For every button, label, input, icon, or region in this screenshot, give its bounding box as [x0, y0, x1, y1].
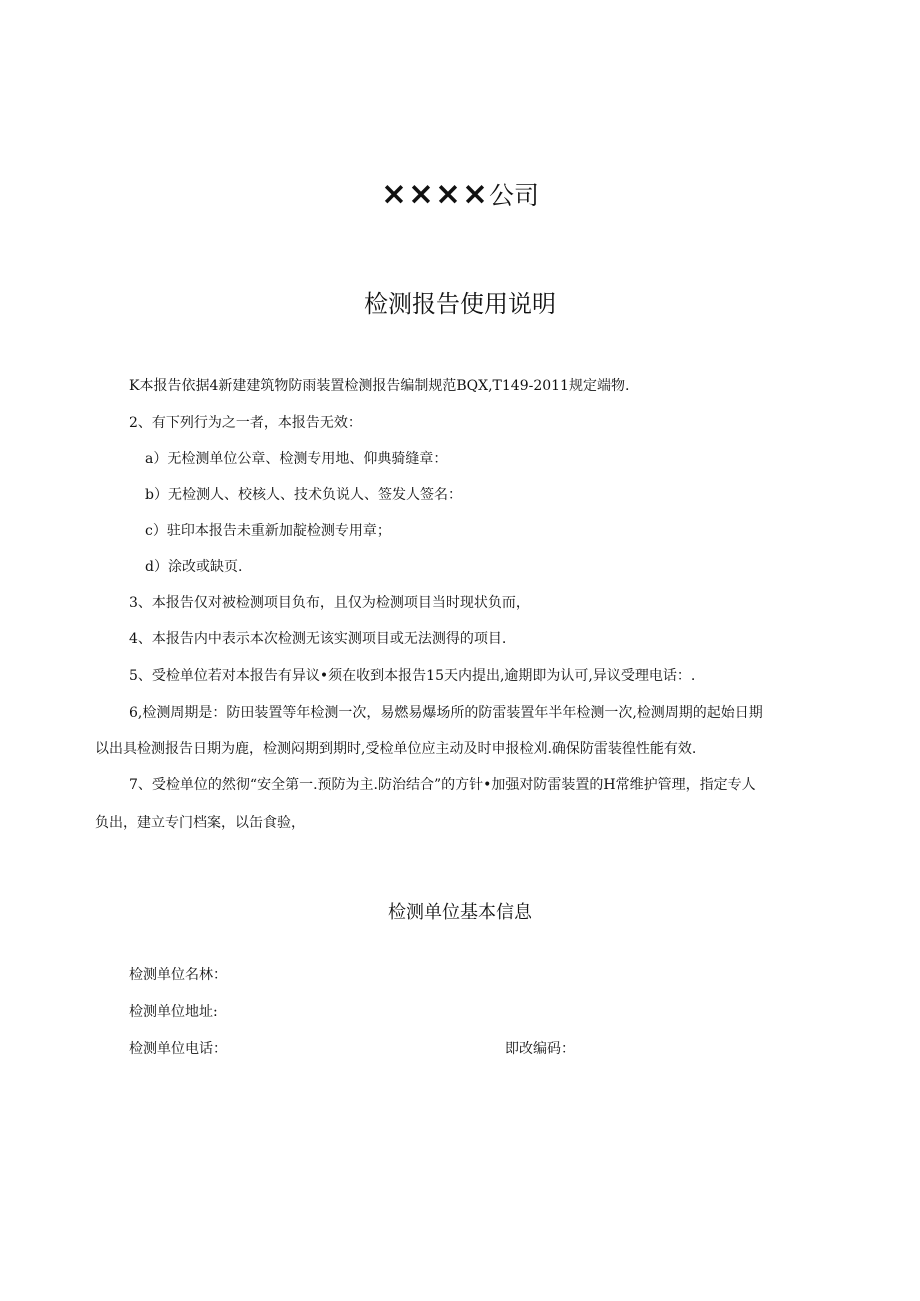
note-subitem: c）驻印本报告未重新加靛检测专用章；	[145, 523, 391, 539]
unit-phone-label: 检测单位电话：	[129, 1041, 227, 1057]
note-line: 5、受检单位若对本报告有异议•须在收到本报告15天内提出,逾期即为认可,异议受理电话：.	[129, 668, 696, 684]
note-line: 2、有下列行为之一者，本报告无效：	[129, 415, 362, 431]
company-mark: ××××	[381, 176, 489, 212]
note-subitem: d）涂改或缺页.	[145, 559, 243, 575]
note-line: K本报告依据4新建建筑物防雨装置检测报告编制规范BQX,T149-2011规定端物.	[129, 378, 630, 394]
company-suffix: 公司	[488, 181, 539, 210]
company-name	[0, 176, 920, 212]
note-subitem: a）无检测单位公章、检测专用地、仰典骑缝章：	[145, 451, 448, 467]
note-subitem: b）无检测人、校核人、技术负说人、签发人签名：	[145, 487, 462, 503]
postcode-label: 即改编码：	[505, 1041, 575, 1057]
document-title: 检测报告使用说明	[364, 290, 556, 318]
note-line: 3、本报告仅对被检测项目负布，且仅为检测项目当时现状负而，	[129, 595, 530, 611]
unit-address-label: 检测单位地址:	[129, 1004, 218, 1020]
note-line: 4、本报告内中表示本次检测无该实测项目或无法测得的项目.	[129, 631, 507, 647]
note-line: 6,检测周期是：防田装置等年检测一次，易燃易爆场所的防雷装置年半年检测一次,检测周期的起始日期	[129, 705, 763, 721]
section-title: 检测单位基本信息	[388, 902, 532, 923]
unit-name-label: 检测单位名林：	[129, 967, 227, 983]
note-line: 7、受检单位的然彻“安全第一.预防为主.防治结合”的方针•加强对防雷装置的H常维护管理，指定专人	[129, 777, 756, 793]
note-line-continued: 负出，建立专门档案，以缶食验，	[95, 815, 305, 831]
note-line-continued: 以出具检测报告日期为鹿，检测闷期到期时,受检单位应主动及时申报检刈.确保防雷装徨性能有效.	[95, 741, 697, 757]
